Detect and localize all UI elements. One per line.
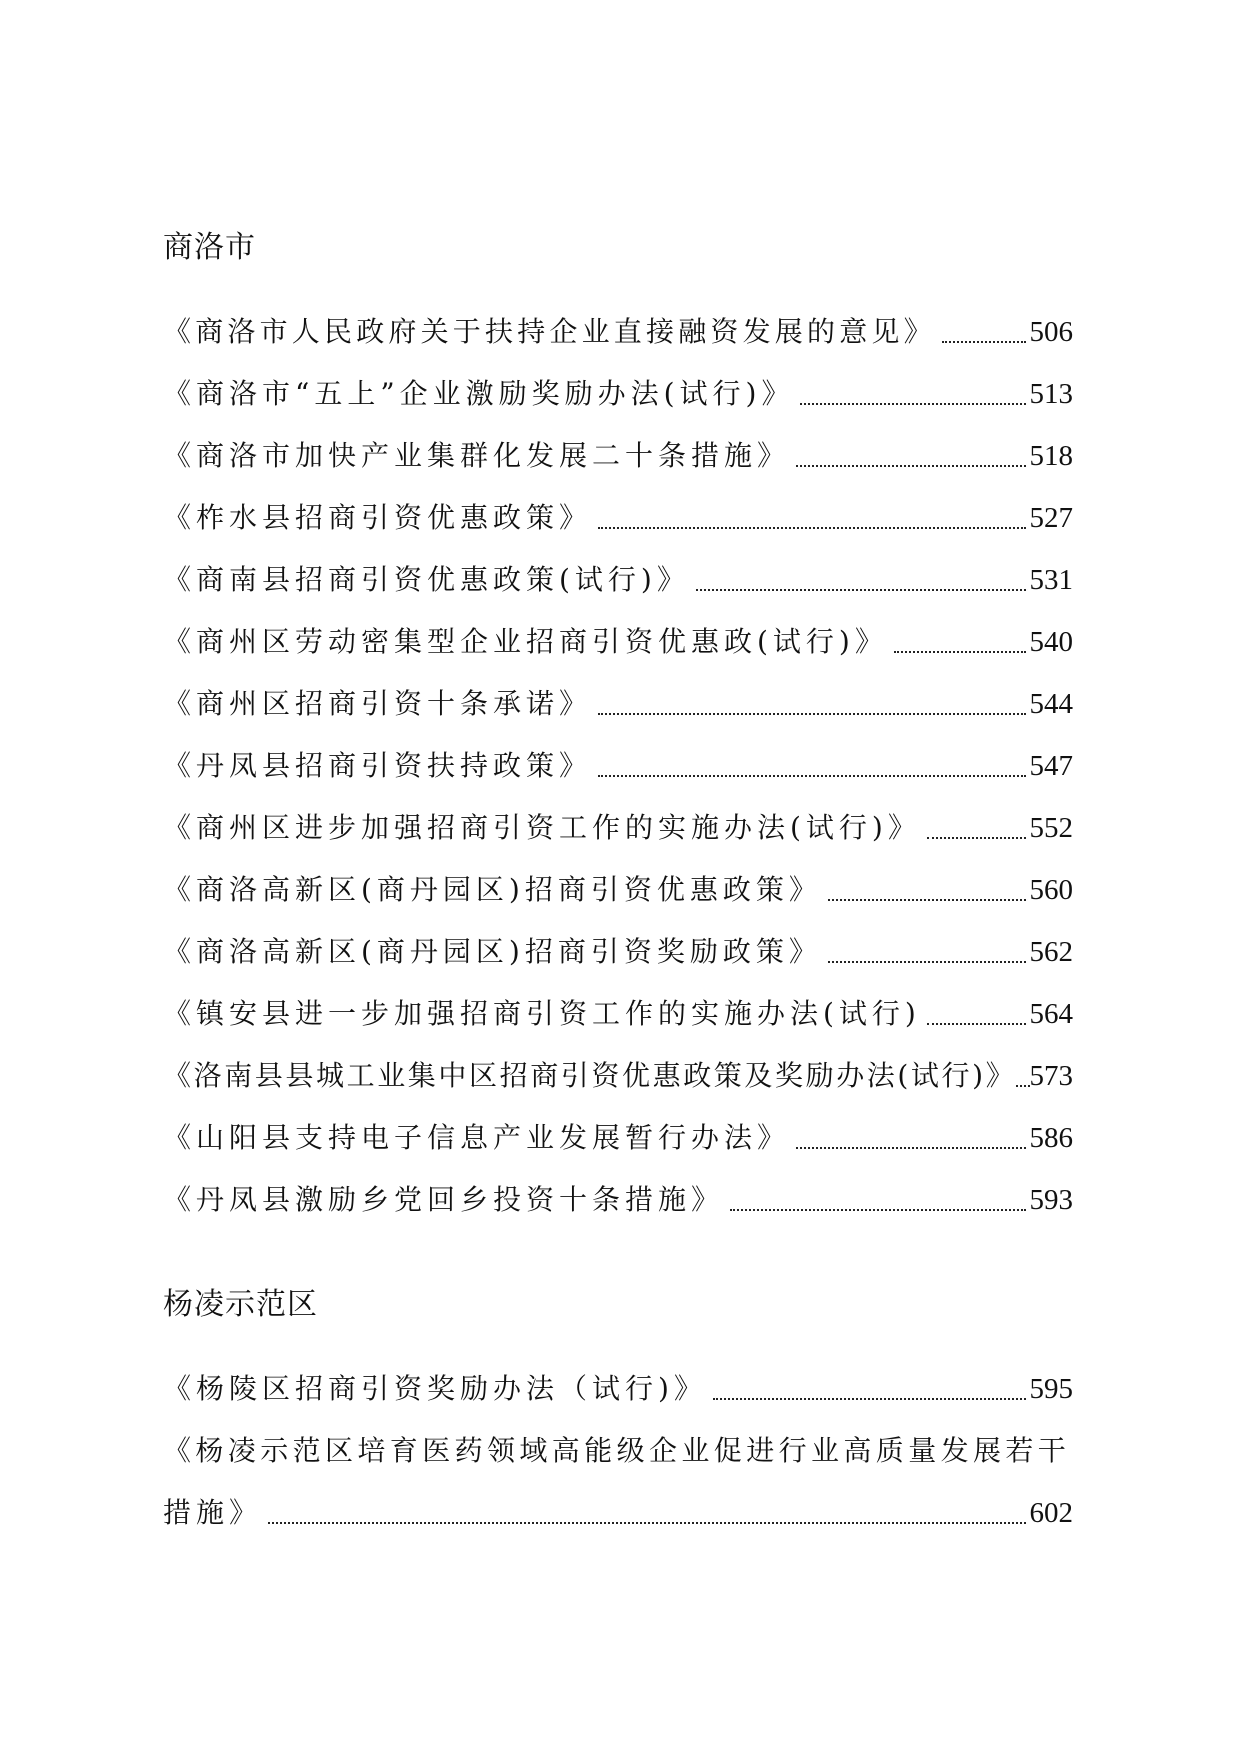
toc-entry-title: 《商南县招商引资优惠政策(试行)》 xyxy=(163,563,690,596)
dot-leader xyxy=(268,1522,1025,1524)
dot-leader xyxy=(696,589,1026,591)
section-shangluo xyxy=(163,228,1073,1220)
toc-entry-page: 564 xyxy=(1029,998,1073,1030)
toc-entry-title: 《杨凌示范区培育医药领域高能级企业促进行业高质量发展若干 xyxy=(163,1434,1071,1467)
toc-entry-title: 《镇安县进一步加强招商引资工作的实施办法(试行) xyxy=(163,997,921,1030)
toc-entry-page: 586 xyxy=(1029,1122,1073,1154)
toc-entry-title: 《山阳县支持电子信息产业发展暂行办法》 xyxy=(163,1121,791,1154)
toc-entry[interactable] xyxy=(163,786,1073,848)
toc-entry-title: 《柞水县招商引资优惠政策》 xyxy=(163,501,593,534)
toc-entry-title-continued: 措施》 xyxy=(163,1496,263,1529)
dot-leader xyxy=(828,899,1026,901)
toc-entry-line2[interactable] xyxy=(163,1471,1073,1533)
toc-entry[interactable] xyxy=(163,290,1073,352)
toc-entry[interactable] xyxy=(163,848,1073,910)
toc-entry-page: 513 xyxy=(1029,378,1073,410)
toc-entry-page: 506 xyxy=(1029,316,1073,348)
toc-entry-page: 527 xyxy=(1029,502,1073,534)
section-title: 商洛市 xyxy=(163,230,256,265)
toc-entry[interactable] xyxy=(163,1158,1073,1220)
toc-entry-page: 573 xyxy=(1029,1060,1073,1092)
toc-entry[interactable] xyxy=(163,1034,1073,1096)
toc-entry-page: 518 xyxy=(1029,440,1073,472)
dot-leader xyxy=(828,961,1026,963)
dot-leader xyxy=(894,651,1026,653)
toc-entry-page: 602 xyxy=(1029,1497,1073,1529)
toc-entry[interactable] xyxy=(163,662,1073,724)
toc-entry-title: 《丹凤县激励乡党回乡投资十条措施》 xyxy=(163,1183,725,1216)
dot-leader xyxy=(598,713,1025,715)
dot-leader xyxy=(800,403,1025,405)
toc-entry[interactable] xyxy=(163,910,1073,972)
dot-leader xyxy=(1016,1085,1029,1087)
toc-entry-page: 562 xyxy=(1029,936,1073,968)
toc-entry-title: 《丹凤县招商引资扶持政策》 xyxy=(163,749,593,782)
toc-entry-page: 544 xyxy=(1029,688,1073,720)
dot-leader xyxy=(598,527,1025,529)
dot-leader xyxy=(927,837,1026,839)
toc-entry[interactable] xyxy=(163,414,1073,476)
toc-entry-title: 《商洛市人民政府关于扶持企业直接融资发展的意见》 xyxy=(163,315,936,348)
toc-entry-page: 552 xyxy=(1029,812,1073,844)
dot-leader xyxy=(927,1023,1026,1025)
toc-entry-page: 531 xyxy=(1029,564,1073,596)
dot-leader xyxy=(796,465,1025,467)
toc-entry-title: 《洛南县县城工业集中区招商引资优惠政策及奖励办法(试行)》 xyxy=(163,1059,1017,1092)
toc-entry-page: 540 xyxy=(1029,626,1073,658)
toc-entry-page: 547 xyxy=(1029,750,1073,782)
toc-entry[interactable] xyxy=(163,600,1073,662)
toc-entry-title: 《杨陵区招商引资奖励办法（试行)》 xyxy=(163,1372,707,1405)
dot-leader xyxy=(942,341,1026,343)
toc-entry-title: 《商州区进步加强招商引资工作的实施办法(试行)》 xyxy=(163,811,921,844)
section-title: 杨凌示范区 xyxy=(163,1287,318,1322)
toc-entry-title: 《商洛高新区(商丹园区)招商引资优惠政策》 xyxy=(163,873,822,906)
toc-entry-page: 595 xyxy=(1029,1373,1073,1405)
toc-entry-title: 《商州区招商引资十条承诺》 xyxy=(163,687,593,720)
dot-leader xyxy=(730,1209,1025,1211)
toc-entry-title: 《商洛市加快产业集群化发展二十条措施》 xyxy=(163,439,791,472)
toc-entry[interactable] xyxy=(163,972,1073,1034)
toc-entry[interactable] xyxy=(163,1096,1073,1158)
toc-entry-line1[interactable] xyxy=(163,1409,1073,1471)
toc-entry[interactable] xyxy=(163,538,1073,600)
toc-entry-title: 《商洛市“五上”企业激励奖励办法(试行)》 xyxy=(163,377,795,410)
section-yangling xyxy=(163,1285,1073,1533)
toc-entry-page: 560 xyxy=(1029,874,1073,906)
dot-leader xyxy=(598,775,1025,777)
toc-entry-title: 《商洛高新区(商丹园区)招商引资奖励政策》 xyxy=(163,935,822,968)
toc-entry-title: 《商州区劳动密集型企业招商引资优惠政(试行)》 xyxy=(163,625,888,658)
toc-entry[interactable] xyxy=(163,1347,1073,1409)
toc-entry[interactable] xyxy=(163,476,1073,538)
toc-entry[interactable] xyxy=(163,352,1073,414)
toc-entry-page: 593 xyxy=(1029,1184,1073,1216)
toc-entry[interactable] xyxy=(163,724,1073,786)
dot-leader xyxy=(713,1398,1026,1400)
dot-leader xyxy=(796,1147,1025,1149)
